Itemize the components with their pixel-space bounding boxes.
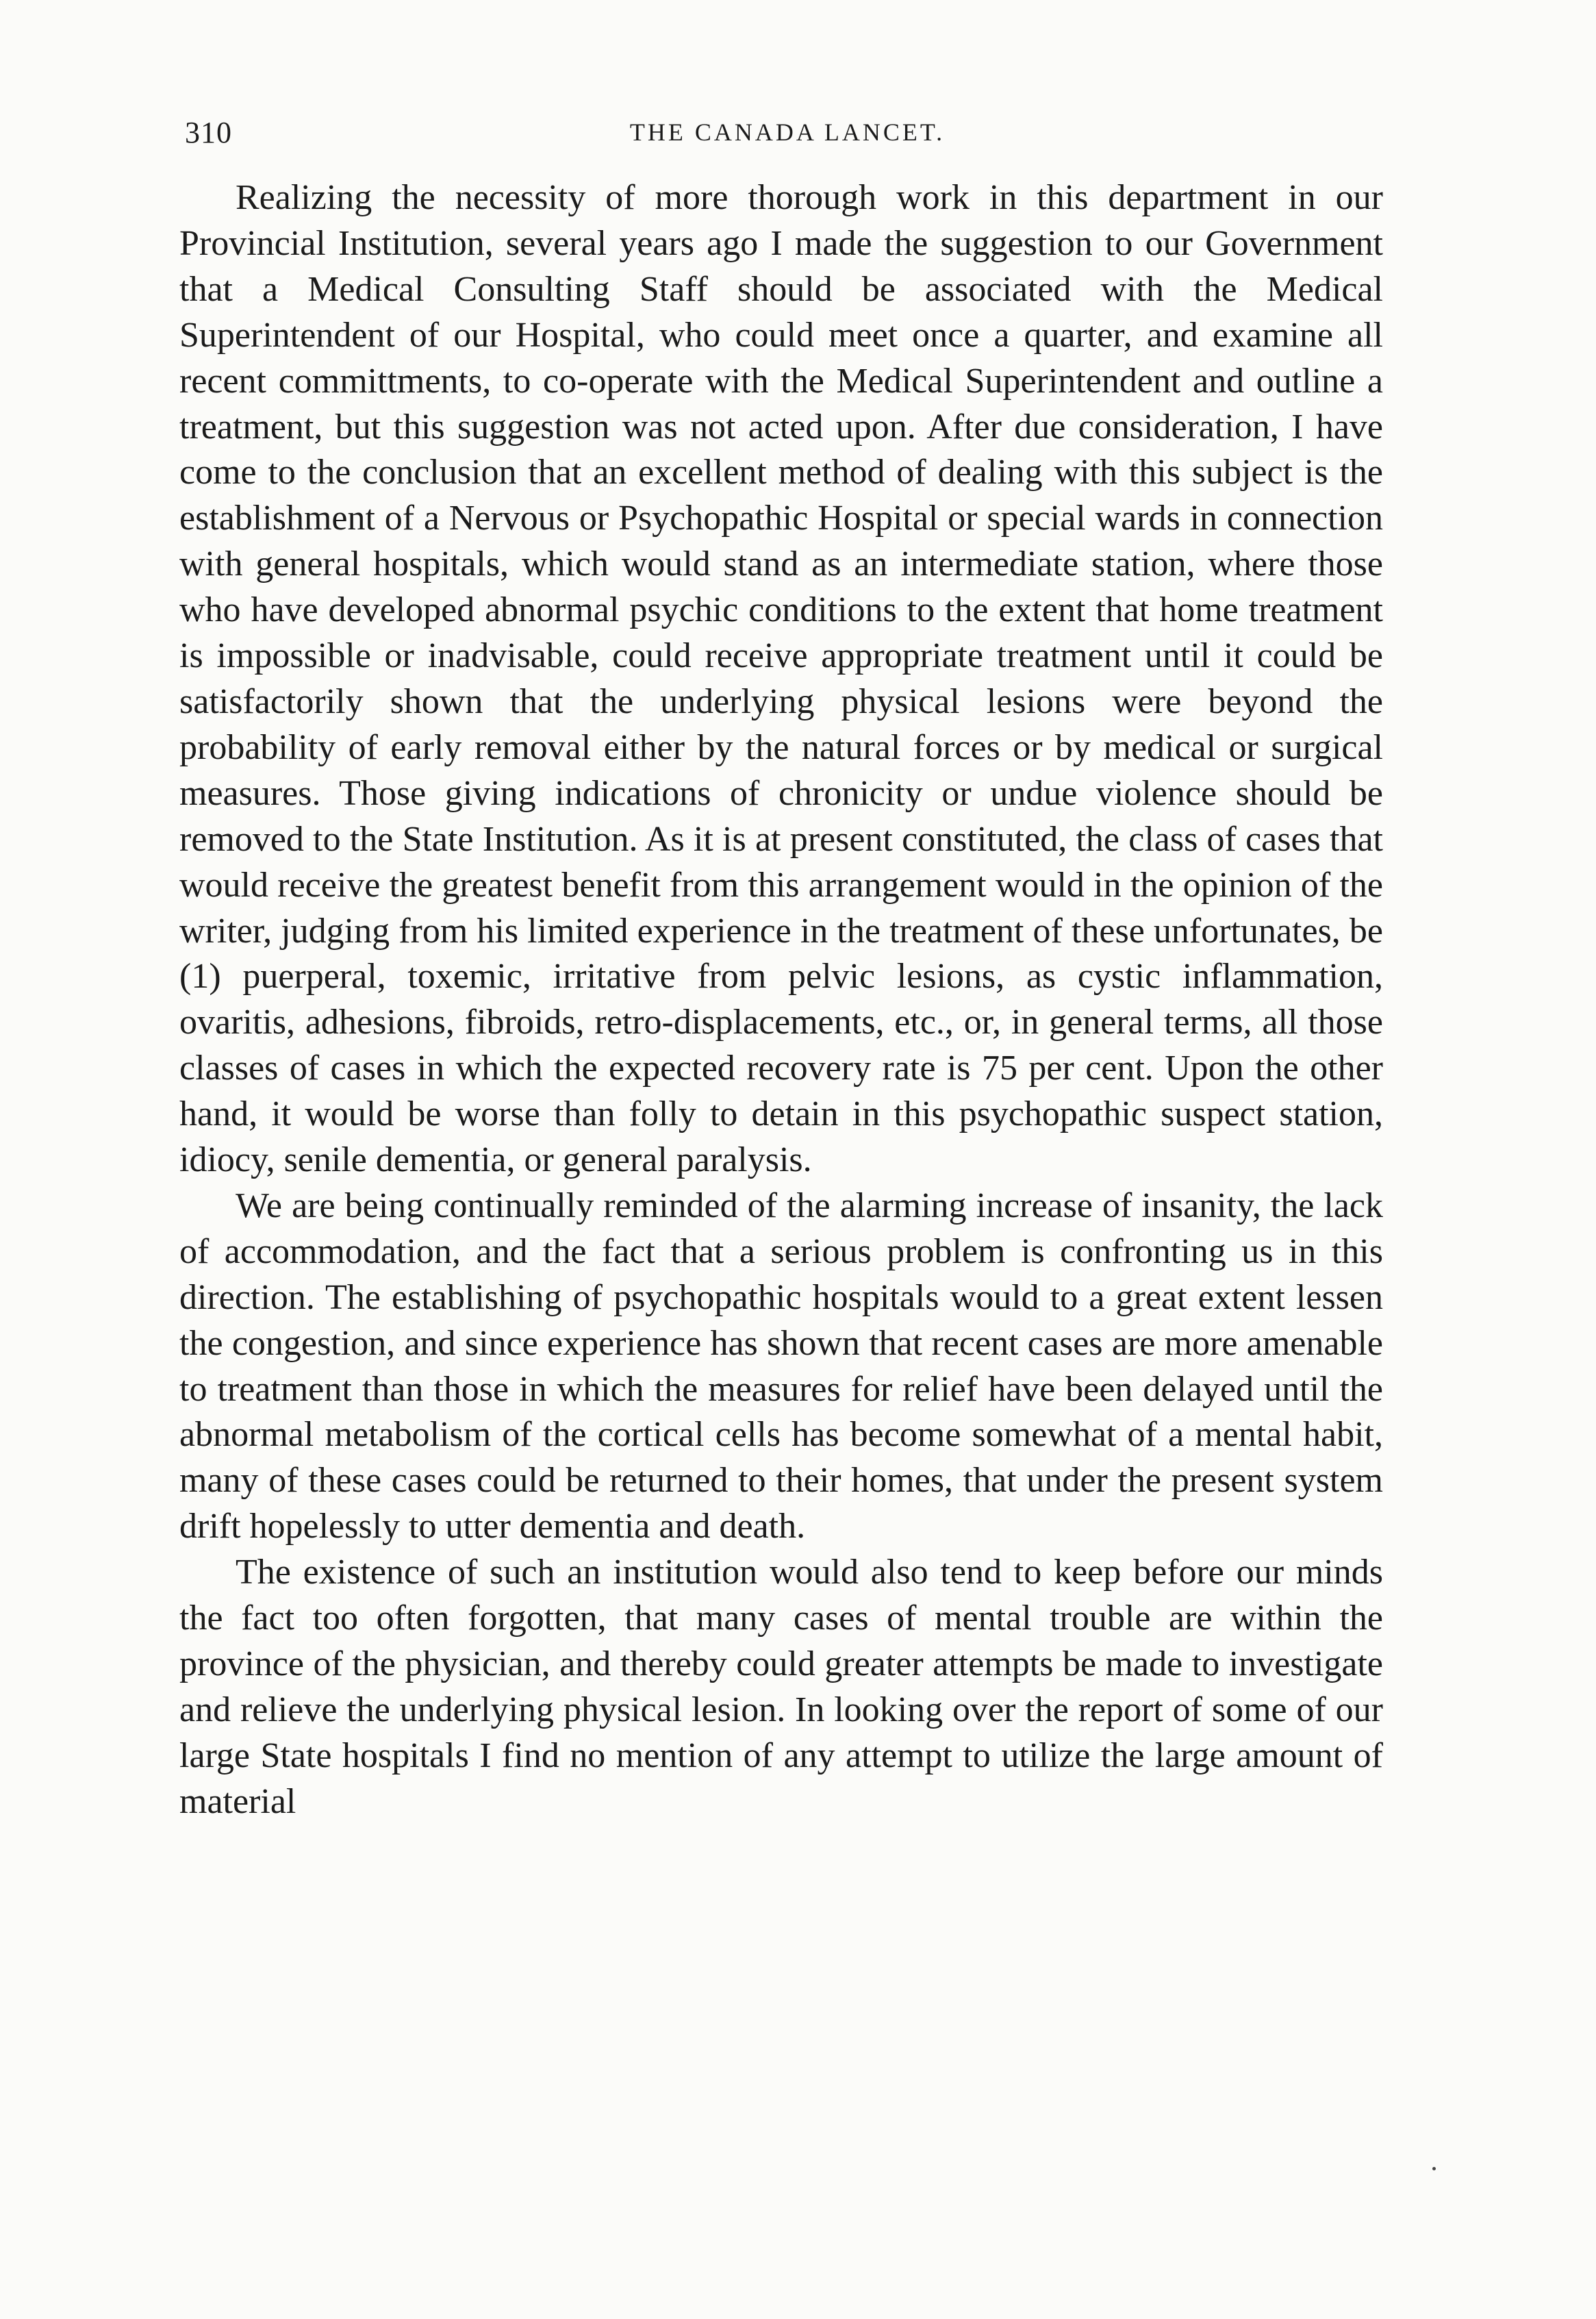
paragraph-institution-benefits: The existence of such an institution would also tend to keep before our minds the fact too often forgotten, that many cases of mental trouble are within the province of the physician, and thereby could greater attempts be made to investigate and relieve the underlying physical lesion. In looking over the report of some of our large State hospitals I find no mention of any attempt to utilize the large amount of material — [179, 1553, 1383, 1821]
paragraph-insanity-increase: We are being continually reminded of the alarming increase of insanity, the lack of accommodation, and the fact that a serious problem is confronting us in this direction. The establishing of psychopathic hospitals would to a great extent lessen the congestion, and since experience has shown that recent cases are more amenable to treatment than those in which the measures for relief have been delayed until the abnormal metabolism of the cortical cells has become somewhat of a mental habit, many of these cases could be returned to their homes, that under the present system drift hopelessly to utter dementia and death. — [179, 1186, 1383, 1546]
page-number: 310 — [185, 116, 232, 149]
article-body — [179, 175, 1383, 1825]
running-head — [185, 115, 1390, 156]
scan-speck — [1432, 2167, 1436, 2170]
paragraph-psychopathic-hospital-proposal: Realizing the necessity of more thorough work in this department in our Provincial Institution, several years ago I made the suggestion to our Government that a Medical Consulting Staff should be associated with the Medical Superintendent of our Hospital, who could meet once a quarter, and examine all recent committments, to co-operate with the Medical Superintendent and outline a treatment, but this suggestion was not acted upon. After due consideration, I have come to the conclusion that an excellent method of dealing with this subject is the establishment of a Nervous or Psychopathic Hospital or special wards in connection with general hospitals, which would stand as an intermediate station, where those who have developed abnormal psychic conditions to the extent that home treatment is impossible or inadvisable, could receive appropriate treatment until it could be satisfactorily shown that the underlying physical lesions were beyond the probability of early removal either by the natural forces or by medical or surgical measures. Those giving indications of chronicity or undue violence should be removed to the State Institution. As it is at present constituted, the class of cases that would receive the greatest benefit from this arrangement would in the opinion of the writer, judging from his limited experience in the treatment of these unfortunates, be (1) puerperal, toxemic, irritative from pelvic lesions, as cystic inflammation, ovaritis, adhesions, fibroids, retro-displacements, etc., or, in general terms, all those classes of cases in which the expected recovery rate is 75 per cent. Upon the other hand, it would be worse than folly to detain in this psychopathic suspect station, idiocy, senile dementia, or general paralysis. — [179, 178, 1383, 1180]
journal-title: THE CANADA LANCET. — [629, 118, 946, 146]
